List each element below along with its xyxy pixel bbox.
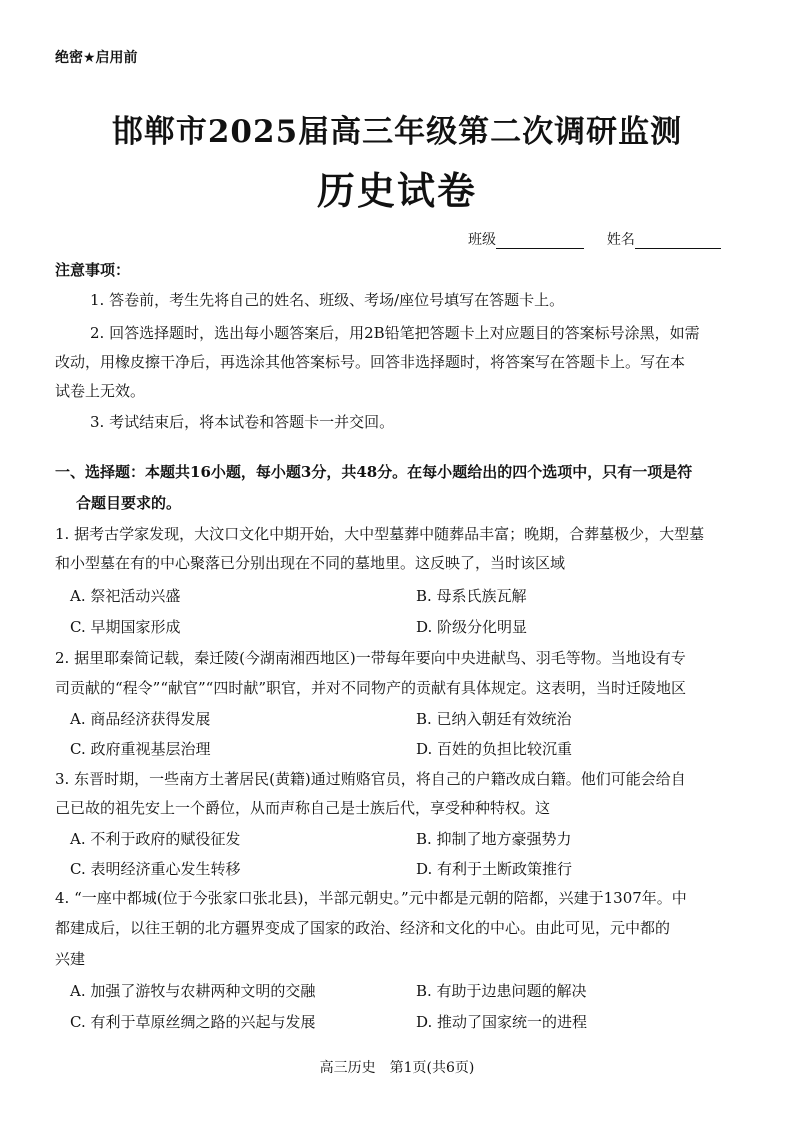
notice-heading: 注意事项： [55,261,131,279]
notice-item-2-line2: 改动，用橡皮擦干净后，再选涂其他答案标号。回答非选择题时，将答案写在答题卡上。写在本 [55,353,686,371]
class-blank[interactable] [496,234,584,249]
question-3-option-d[interactable]: D. 有利于土断政策推行 [416,860,573,878]
question-4-line1: 4. “一座中都城(位于今张家口张北县)，半部元朝史。”元中都是元朝的陪都，兴建于1307年。中 [55,889,687,907]
question-2-line2: 司贡献的“程令”“献官”“四时献”职官，并对不同物产的贡献有具体规定。这表明，当时迁陵地区 [55,679,687,697]
notice-item-2-line1: 2. 回答选择题时，选出每小题答案后，用2B铅笔把答题卡上对应题目的答案标号涂黑，如需 [90,324,700,342]
question-3-line1: 3. 东晋时期，一些南方土著居民(黄籍)通过贿赂官员，将自己的户籍改成白籍。他们可能会给自 [55,770,686,788]
question-1-line1: 1. 据考古学家发现，大汶口文化中期开始，大中型墓葬中随葬品丰富；晚期，合葬墓极少，大型墓 [55,525,705,543]
question-2-option-b[interactable]: B. 已纳入朝廷有效统治 [416,710,572,728]
question-1-option-c[interactable]: C. 早期国家形成 [70,618,181,636]
exam-subtitle: 历史试卷 [316,168,477,213]
name-label: 姓名 [606,232,635,248]
question-3-option-a[interactable]: A. 不利于政府的赋役征发 [70,830,241,848]
notice-item-2-line3: 试卷上无效。 [55,382,146,400]
class-field [468,229,721,249]
question-3-option-c[interactable]: C. 表明经济重心发生转移 [70,860,241,878]
question-4-option-b[interactable]: B. 有助于边患问题的解决 [416,982,587,1000]
question-4-line3: 兴建 [55,950,86,968]
notice-item-3: 3. 考试结束后，将本试卷和答题卡一并交回。 [90,413,395,431]
question-1-option-a[interactable]: A. 祭祀活动兴盛 [70,587,181,605]
notice-item-1: 1. 答卷前，考生先将自己的姓名、班级、考场/座位号填写在答题卡上。 [90,291,565,309]
question-2-option-c[interactable]: C. 政府重视基层治理 [70,740,211,758]
confidential-mark: 绝密★启用前 [55,50,138,66]
question-2-option-a[interactable]: A. 商品经济获得发展 [70,710,211,728]
question-4-option-a[interactable]: A. 加强了游牧与农耕两种文明的交融 [70,982,316,1000]
question-4-option-d[interactable]: D. 推动了国家统一的进程 [416,1013,588,1031]
question-1-option-d[interactable]: D. 阶级分化明显 [416,618,528,636]
section-heading-line1: 一、选择题：本题共16小题，每小题3分，共48分。在每小题给出的四个选项中，只有一项是符 [55,463,693,481]
question-3-line2: 己已故的祖先安上一个爵位，从而声称自己是士族后代，享受种种特权。这 [55,799,551,817]
page-footer: 高三历史 第1页(共6页) [319,1060,475,1076]
question-2-line1: 2. 据里耶秦简记载，秦迁陵(今湖南湘西地区)一带每年要向中央进献鸟、羽毛等物。当地设有专 [55,649,686,667]
exam-title: 邯郸市2025届高三年级第二次调研监测 [111,114,683,150]
question-1-line2: 和小型墓在有的中心聚落已分别出现在不同的墓地里。这反映了，当时该区域 [55,554,566,572]
question-1-option-b[interactable]: B. 母系氏族瓦解 [416,587,527,605]
name-blank[interactable] [635,234,721,249]
class-label: 班级 [468,232,496,248]
question-3-option-b[interactable]: B. 抑制了地方豪强势力 [416,830,572,848]
section-heading-line2: 合题目要求的。 [76,494,182,512]
question-4-option-c[interactable]: C. 有利于草原丝绸之路的兴起与发展 [70,1013,316,1031]
question-4-line2: 都建成后，以往王朝的北方疆界变成了国家的政治、经济和文化的中心。由此可见，元中都的 [55,919,671,937]
question-2-option-d[interactable]: D. 百姓的负担比较沉重 [416,740,573,758]
